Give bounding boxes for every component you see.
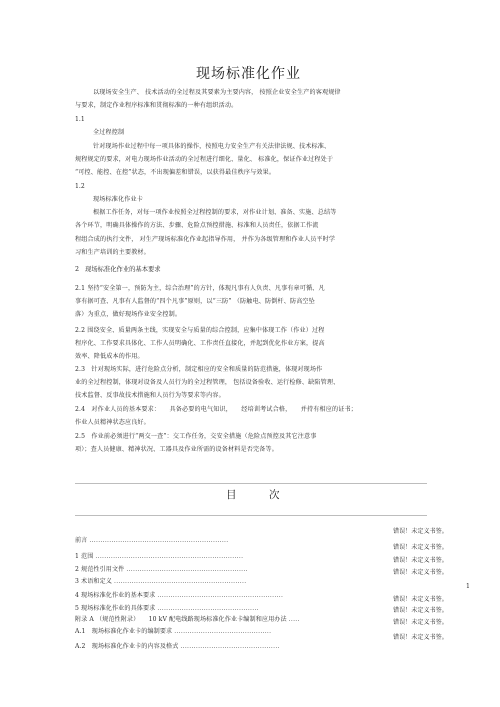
section-1-1-heading: 全过程控制 [93,129,125,136]
section-1-1-line: “可控、能控、在控”状态，不出现偏差和错误，以获得最佳秩序与效果。 [75,169,276,176]
toc-entry-page: 错误！未定义书签。 [393,528,448,535]
section-1-1-number: 1.1 [75,116,85,123]
toc-entry-leader: ................................................................... [95,553,244,560]
toc-entry-page: 错误！未定义书签。 [393,607,448,614]
section-2-heading [75,267,161,273]
req-2-1-line: 落）为重点，做好现场作业安全控制。 [75,311,182,318]
toc-entry-page: 错误！未定义书签。 [393,634,448,641]
req-2-2-line: 效率、降低成本的作用。 [75,353,144,360]
req-2-2-line: 程序化、工作要求具体化、工作人员明确化、工作责任直接化，并起到优化作业方案，提高 [75,340,325,347]
intro-line-1: 以现场安全生产、 技术活动的全过程及其要素为主要内容， 按照企业安全生产的客观规律 [93,89,341,96]
section-1-2-line: 程组合成的执行文件， 对生产现场标准化作业起指导作用， 并作为各级管理和作业人员平时学 [75,236,336,243]
section-1-2-line: 习和生产培训的主要教材。 [75,249,150,256]
document-title: 现场标准化作业 [196,66,301,82]
toc-entry-label: A.1 现场标准化作业卡的编制要求 [75,628,173,635]
req-2-4-line: 2.4 对作业人员的基本要求： 具备必要的电气知识， 经培训考试合格， 并持有相应的证书； [75,406,357,413]
toc-entry-page: 错误！未定义书签。 [393,569,448,576]
toc-entry-leader: ......................................................... [157,592,284,599]
req-2-4-line: 作业人员精神状态应良好。 [75,419,150,426]
section-1-2-heading: 现场标准化作业卡 [93,196,143,203]
intro-line-2: 与要求，制定作业程序标准和贯彻标准的一种有组织活动。 [75,102,238,109]
req-2-1-line: 2.1 坚持“安全第一，预防为主，综合治理”的方针，体现凡事有人负责、凡事有章可循、凡 [75,285,325,292]
section-1-2-line: 根据工作任务，对每一项作业按照全过程控制的要求，对作业计划、准备、实施、总结等 [93,209,337,216]
toc-entry-label: 5 现场标准化作业的具体要求 [75,605,156,612]
req-2-2-line: 2.2 围绕安全、质量两条主线，实现安全与质量的综合控制，应集中体现工作（作业）过程 [75,327,325,334]
toc-entry-label: A.2 现场标准化作业卡的内容及格式 [75,643,179,650]
section-2-number: 2 [75,266,80,273]
req-2-3-line: 业的全过程控制，体现对设备及人员行为的全过程管理， 包括设备验收、运行检修、缺陷管理、 [75,379,340,386]
toc-entry-label: 前言 [75,537,88,544]
toc-entry-label: 1 范围 [75,553,94,560]
req-2-3-line: 2.3 针对现场实际，进行危险点分析，制定相应的安全和质量的防范措施，体现对现场作 [75,366,323,373]
toc-entry[interactable] [75,634,448,651]
req-2-1-line: 事有据可查、凡事有人监督的“四个凡事”原则，以“三防” （防触电、防倒杆、防高空坠 [75,298,315,305]
section-1-2-line: 各个环节，明确具体操作的方法、步骤、危险点预控措施、标准和人员责任，依据工作流 [75,222,319,229]
toc-entry-label: 附录 A （规范性附录） 10 kV 配电线路现场标准化作业卡编制和应用办法 [75,616,287,623]
toc-entry-page: 错误！未定义书签。 [393,557,448,564]
toc-entry-page: 1 [466,583,470,590]
toc-entry-label: 4 现场标准化作业的基本要求 [75,592,156,599]
toc-entry-label: 3 术语和定义 [75,578,112,585]
section-1-1-line: 规程规定的要求，对电力现场作业活动的全过程进行细化、量化、 标准化，保证作业过程处于 [75,156,334,163]
req-2-3-line: 技术监督、反事故技术措施和人员行为等要求等内容。 [75,392,225,399]
toc-bottom-rule [75,515,427,516]
toc-entry-page: 错误！未定义书签。 [393,544,448,551]
toc-entry-label: 2 规范性引用文件 [75,566,125,573]
toc-entry[interactable] [75,528,448,545]
toc-top-rule [75,483,427,484]
toc-entry-leader: ............................................................ [113,578,247,585]
toc-entry-leader: ............................................ [174,628,272,635]
toc-entry-page: 错误！未定义书签。 [393,619,448,626]
section-1-2-number: 1.2 [75,183,85,190]
toc-entry-page: 错误！未定义书签。 [393,596,448,603]
toc-entry-leader: ............................................................... [89,537,229,544]
toc-entry-leader: ....................................................... [126,566,248,573]
toc-entry-leader: .............................................. [157,605,259,612]
toc-entry-leader: ..... [288,616,300,623]
toc-title: 目 次 [226,489,291,501]
section-2-title: 现场标准化作业的基本要求 [85,266,161,273]
toc-entry-leader: ............................................. [180,643,280,650]
req-2-5-line: 2.5 作业前必须进行“两交一查”：交工作任务，交安全措施（危险点预控及其它注意事 [75,433,317,440]
section-1-1-line: 针对现场作业过程中每一项具体的操作，按照电力安全生产有关法律法规、技术标准、 [93,143,331,150]
req-2-5-line: 项）；查人员健康、精神状况、工器具及作业所需的设备材料是否完备等。 [75,446,278,453]
